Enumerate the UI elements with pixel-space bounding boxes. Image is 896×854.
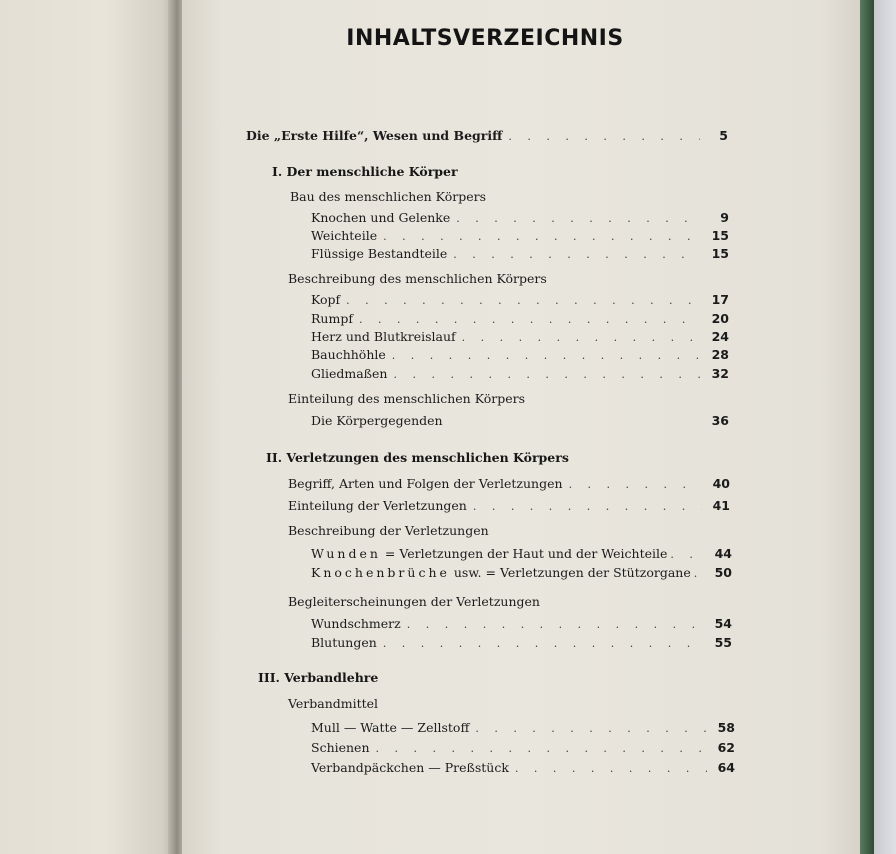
toc-entry: Die „Erste Hilfe“, Wesen und Begriff . . . 5: [246, 128, 728, 143]
page-title: INHALTSVERZEICHNIS: [346, 26, 624, 51]
toc-entry: Begriff, Arten und Folgen der Verletzungen . . . 40: [288, 476, 730, 491]
group-title: Begleiterscheinungen der Verletzungen: [288, 594, 540, 609]
group-title: Einteilung des menschlichen Körpers: [288, 391, 525, 406]
toc-entry: Weichteile . . . 15: [311, 228, 729, 243]
background-surface: [874, 0, 896, 854]
group-title: Beschreibung des menschlichen Körpers: [288, 271, 547, 286]
toc-entry: Herz und Blutkreislauf . . . 24: [311, 329, 729, 344]
toc-entry: Knochenbrüche usw. = Verletzungen der Stützorgane . . . 50: [311, 565, 732, 580]
toc-entry: Einteilung der Verletzungen . . . 41: [288, 498, 730, 513]
toc-entry: Flüssige Bestandteile . . . 15: [311, 246, 729, 261]
toc-entry: Wundschmerz . . . 54: [311, 616, 732, 631]
toc-entry: Gliedmaßen . . . 32: [311, 366, 729, 381]
book-cover-edge: [860, 0, 874, 854]
section-heading: III. Verbandlehre: [258, 670, 379, 685]
toc-entry: Kopf . . . 17: [311, 292, 729, 307]
group-title: Beschreibung der Verletzungen: [288, 523, 489, 538]
group-title: Verbandmittel: [288, 696, 379, 711]
toc-entry: Knochen und Gelenke . . . 9: [311, 210, 729, 225]
toc-entry: Schienen . . . 62: [311, 740, 735, 755]
toc-entry: Wunden = Verletzungen der Haut und der Weichteile . . . 44: [311, 546, 732, 561]
left-page: [0, 0, 176, 854]
group-title: Bau des menschlichen Körpers: [290, 189, 486, 204]
toc-entry: Die Körpergegenden 36: [311, 413, 729, 428]
section-heading: II. Verletzungen des menschlichen Körpers: [266, 450, 569, 465]
toc-entry: Mull — Watte — Zellstoff . . . 58: [311, 720, 735, 735]
toc-entry: Rumpf . . . 20: [311, 311, 729, 326]
toc-entry: Verbandpäckchen — Preßstück . . . 64: [311, 760, 735, 775]
toc-entry: Blutungen . . . 55: [311, 635, 732, 650]
toc-entry: Bauchhöhle . . . 28: [311, 347, 729, 362]
section-heading: I. Der menschliche Körper: [272, 164, 458, 179]
